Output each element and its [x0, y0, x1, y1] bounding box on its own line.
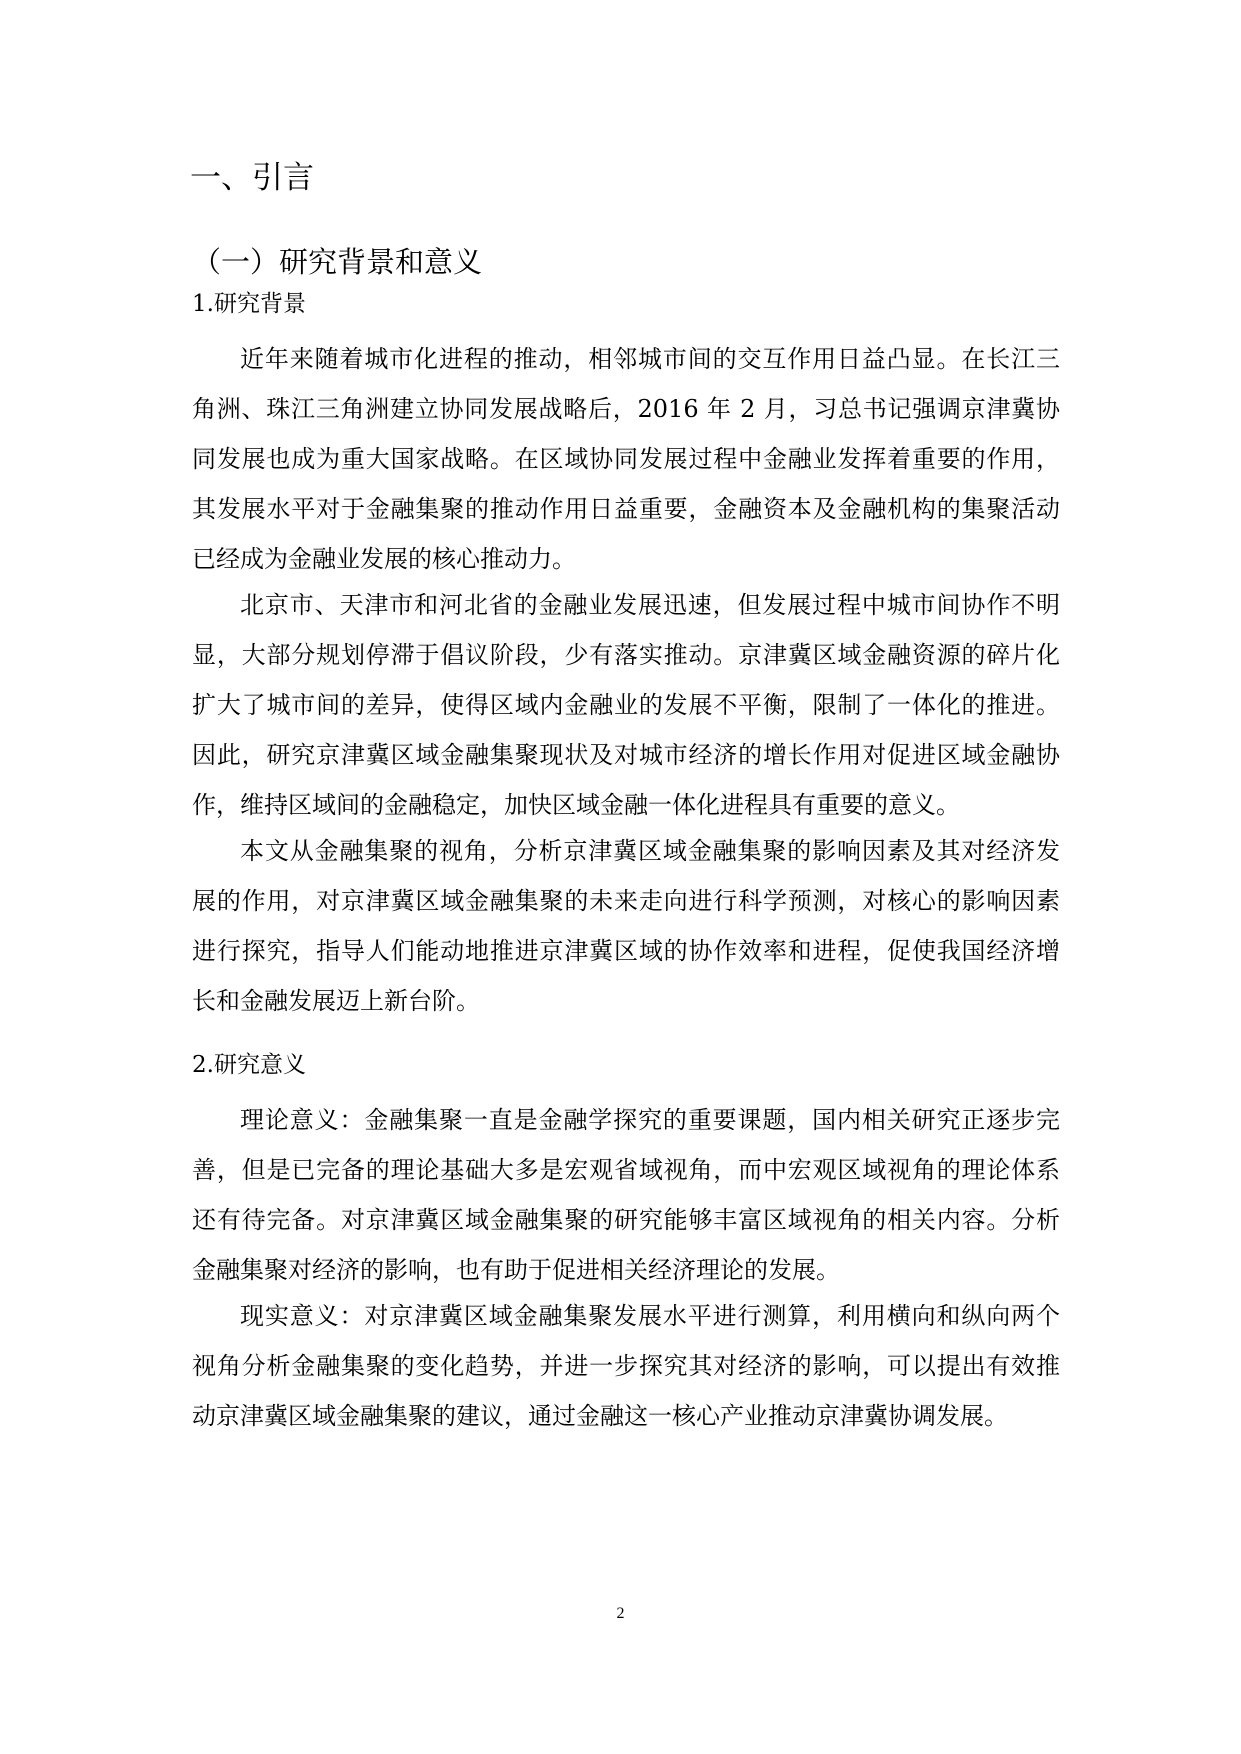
subsection-title-background: 1.研究背景: [192, 291, 306, 317]
paragraph-line: 已经成为金融业发展的核心推动力。: [192, 545, 576, 573]
paragraph-significance-2: [192, 1291, 1060, 1441]
paragraph-line: 本文从金融集聚的视角，分析京津冀区域金融集聚的影响因素及其对经济发: [240, 837, 1060, 865]
chapter-heading: 一、引言: [190, 160, 314, 196]
paragraph-line: 善，但是已完备的理论基础大多是宏观省域视角，而中宏观区域视角的理论体系: [192, 1156, 1060, 1184]
paragraph-line: 因此，研究京津冀区域金融集聚现状及对城市经济的增长作用对促进区域金融协: [192, 741, 1060, 769]
paragraph-line: 角洲、珠江三角洲建立协同发展战略后，2016 年 2 月，习总书记强调京津冀协: [192, 395, 1060, 423]
paragraph-line: 北京市、天津市和河北省的金融业发展迅速，但发展过程中城市间协作不明: [240, 591, 1060, 619]
paragraph-background-2: [192, 580, 1060, 830]
paragraph-line: 作，维持区域间的金融稳定，加快区域金融一体化进程具有重要的意义。: [192, 791, 960, 819]
paragraph-line: 进行探究，指导人们能动地推进京津冀区域的协作效率和进程，促使我国经济增: [192, 937, 1060, 965]
paragraph-background-3: [192, 826, 1060, 1026]
section-heading: （一）研究背景和意义: [192, 245, 483, 279]
paragraph-line: 视角分析金融集聚的变化趋势，并进一步探究其对经济的影响，可以提出有效推: [192, 1352, 1060, 1380]
paragraph-line: 金融集聚对经济的影响，也有助于促进相关经济理论的发展。: [192, 1256, 840, 1284]
paragraph-line: 长和金融发展迈上新台阶。: [192, 987, 480, 1015]
paragraph-line: 理论意义：金融集聚一直是金融学探究的重要课题，国内相关研究正逐步完: [240, 1106, 1060, 1134]
subsection-title-significance: 2.研究意义: [192, 1052, 306, 1078]
paragraph-line: 其发展水平对于金融集聚的推动作用日益重要，金融资本及金融机构的集聚活动: [192, 495, 1060, 523]
page-number: 2: [616, 1605, 625, 1622]
paragraph-background-1: [192, 334, 1060, 584]
paragraph-line: 还有待完备。对京津冀区域金融集聚的研究能够丰富区域视角的相关内容。分析: [192, 1206, 1060, 1234]
paragraph-line: 扩大了城市间的差异，使得区域内金融业的发展不平衡，限制了一体化的推进。: [192, 691, 1060, 719]
paragraph-line: 显，大部分规划停滞于倡议阶段，少有落实推动。京津冀区域金融资源的碎片化: [192, 641, 1060, 669]
paragraph-line: 动京津冀区域金融集聚的建议，通过金融这一核心产业推动京津冀协调发展。: [192, 1402, 1008, 1430]
paragraph-line: 展的作用，对京津冀区域金融集聚的未来走向进行科学预测，对核心的影响因素: [192, 887, 1060, 915]
paragraph-line: 现实意义：对京津冀区域金融集聚发展水平进行测算，利用横向和纵向两个: [240, 1302, 1060, 1330]
paragraph-significance-1: [192, 1095, 1060, 1295]
paragraph-line: 同发展也成为重大国家战略。在区域协同发展过程中金融业发挥着重要的作用，: [192, 445, 1060, 473]
paragraph-line: 近年来随着城市化进程的推动，相邻城市间的交互作用日益凸显。在长江三: [240, 345, 1060, 373]
